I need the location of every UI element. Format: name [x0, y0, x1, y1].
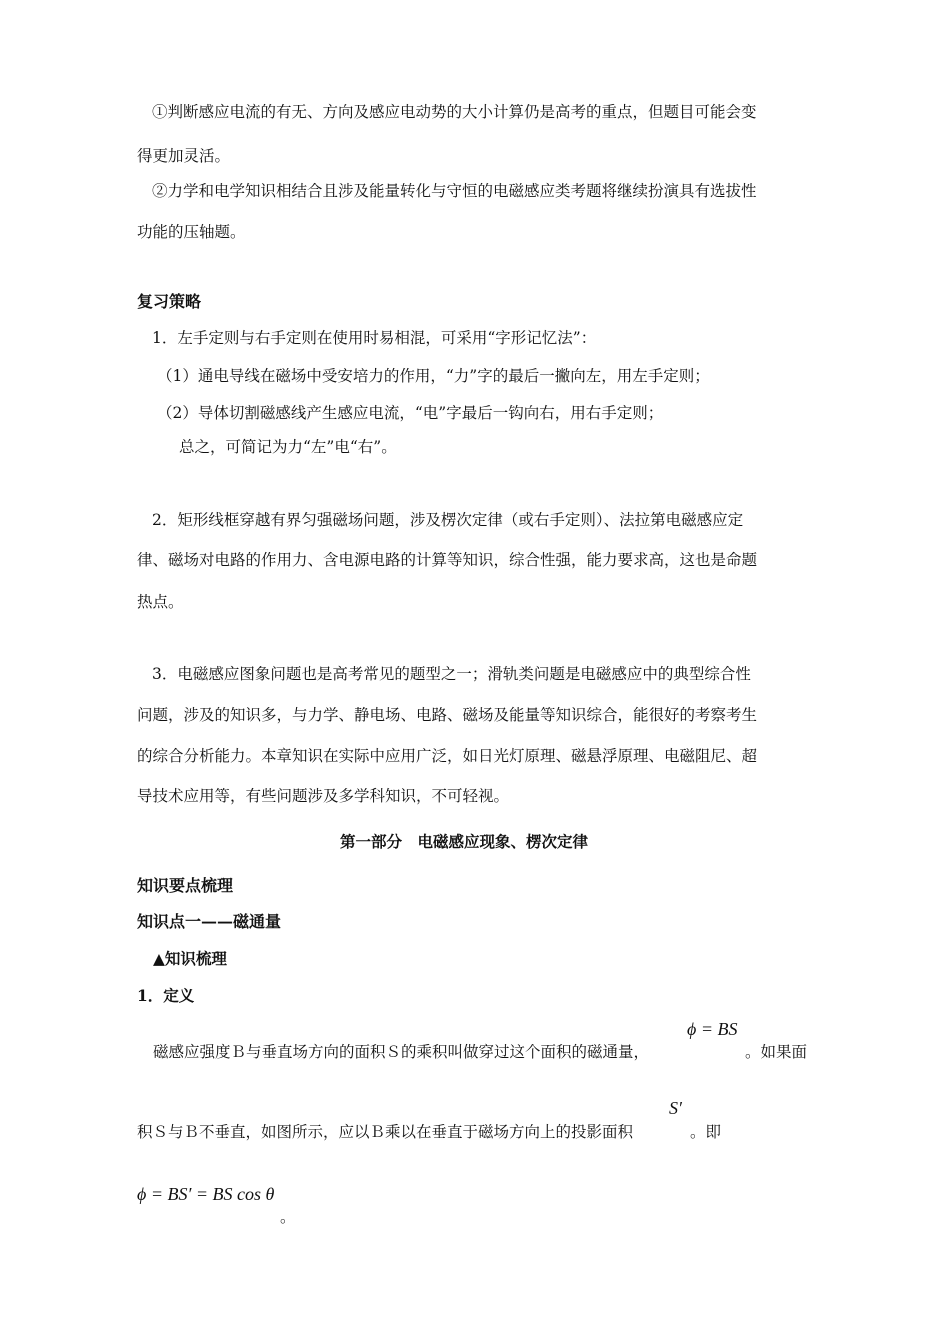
strategy-item-1: 1．左手定则与右手定则在使用时易相混，可采用“字形记忆法”： — [152, 329, 597, 347]
strategy-item-2-line-1: 2．矩形线框穿越有界匀强磁场问题，涉及楞次定律（或右手定则）、法拉第电磁感应定 — [152, 511, 744, 529]
definition-line-2: 积Ｓ与Ｂ不垂直，如图所示，应以Ｂ乘以在垂直于磁场方向上的投影面积 — [137, 1123, 634, 1141]
strategy-item-3-line-2: 问题，涉及的知识多，与力学、静电场、电路、磁场及能量等知识综合，能很好的考察考生 — [137, 706, 758, 724]
formula-s-prime: S′ — [669, 1098, 682, 1118]
formula-end-period: 。 — [280, 1208, 296, 1226]
strategy-item-3-line-4: 导技术应用等，有些问题涉及多学科知识，不可轻视。 — [137, 787, 510, 805]
definition-heading: 1．定义 — [137, 986, 195, 1005]
strategy-item-1-sub-1: （1）通电导线在磁场中受安培力的作用，“力”字的最后一撇向左，用左手定则； — [157, 367, 710, 385]
strategy-heading: 复习策略 — [137, 292, 202, 311]
strategy-item-3-line-3: 的综合分析能力。本章知识在实际中应用广泛，如日光灯原理、磁悬浮原理、电磁阻尼、超 — [137, 747, 758, 765]
strategy-item-2-line-3: 热点。 — [137, 593, 184, 611]
knowledge-point-1-heading: 知识点一——磁通量 — [137, 912, 282, 931]
part-1-title: 第一部分 电磁感应现象、楞次定律 — [340, 832, 589, 851]
strategy-item-3-line-1: 3．电磁感应图象问题也是高考常见的题型之一；滑轨类问题是电磁感应中的典型综合性 — [152, 665, 751, 683]
intro-paragraph-2-line-2: 功能的压轴题。 — [137, 223, 246, 241]
intro-paragraph-1-line-2: 得更加灵活。 — [137, 147, 231, 165]
strategy-item-1-sub-2: （2）导体切割磁感线产生感应电流，“电”字最后一钩向右，用右手定则； — [157, 404, 664, 422]
intro-paragraph-1-line-1: ①判断感应电流的有无、方向及感应电动势的大小计算仍是高考的重点，但题目可能会变 — [152, 103, 757, 121]
knowledge-points-heading: 知识要点梳理 — [137, 876, 234, 895]
definition-line-1: 磁感应强度Ｂ与垂直场方向的面积Ｓ的乘积叫做穿过这个面积的磁通量， — [153, 1043, 650, 1061]
strategy-item-2-line-2: 律、磁场对电路的作用力、含电源电路的计算等知识，综合性强，能力要求高，这也是命题 — [137, 551, 758, 569]
intro-paragraph-2-line-1: ②力学和电学知识相结合且涉及能量转化与守恒的电磁感应类考题将继续扮演具有选拔性 — [152, 182, 757, 200]
definition-line-1-end: 。如果面 — [745, 1043, 808, 1061]
strategy-item-1-summary: 总之，可简记为力“左”电“右”。 — [179, 438, 397, 456]
formula-phi-bs: ϕ = BS — [687, 1019, 738, 1039]
knowledge-sort-heading: ▲知识梳理 — [153, 949, 227, 968]
formula-phi-bs-cos: ϕ = BS′ = BS cos θ — [137, 1184, 275, 1204]
definition-line-2-end: 。即 — [690, 1123, 722, 1141]
